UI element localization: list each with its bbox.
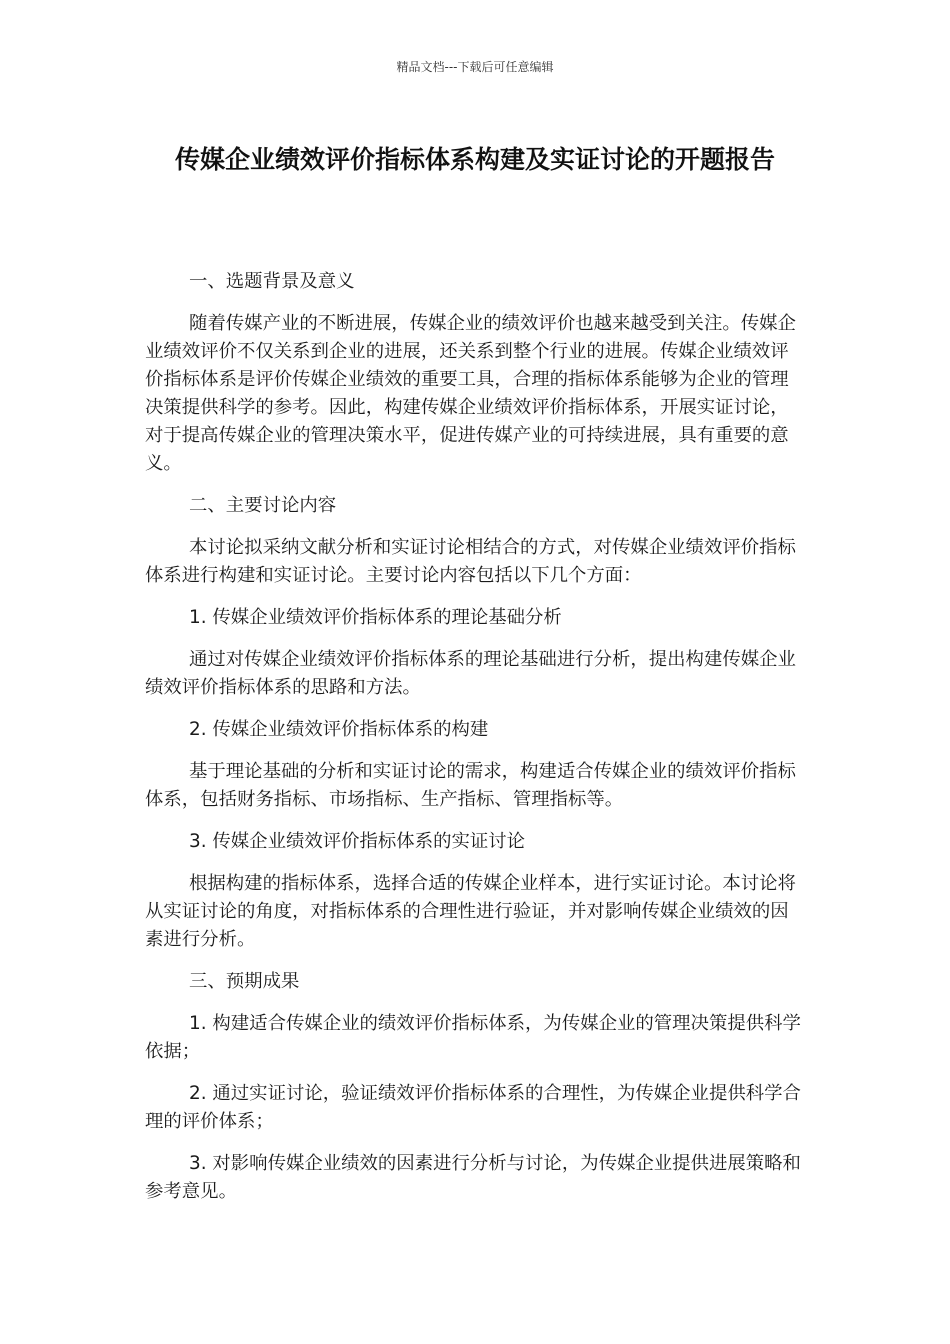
section-heading-main-content: 二、主要讨论内容 <box>189 495 337 516</box>
document-title: 传媒企业绩效评价指标体系构建及实证讨论的开题报告 <box>174 145 775 174</box>
section-heading-outcomes: 三、预期成果 <box>189 971 300 992</box>
paragraph-background: 随着传媒产业的不断进展，传媒企业的绩效评价也越来越受到关注。传媒企业绩效评价不仅关系到企业的进展，还关系到整个行业的进展。传媒企业绩效评价指标体系是评价传媒企业绩效的重要工具，合理的指标体系能够为企业的管理决策提供科学的参考。因此，构建传媒企业绩效评价指标体系，开展实证讨论，对于提高传媒企业的管理决策水平，促进传媒产业的可持续进展，具有重要的意义。 <box>145 313 796 474</box>
paragraph-theory: 通过对传媒企业绩效评价指标体系的理论基础进行分析，提出构建传媒企业绩效评价指标体系的思路和方法。 <box>145 649 796 698</box>
outcome-item-1: 1. 构建适合传媒企业的绩效评价指标体系，为传媒企业的管理决策提供科学依据； <box>145 1013 801 1062</box>
header-note: 精品文档---下载后可任意编辑 <box>396 60 554 74</box>
subheading-theory: 1. 传媒企业绩效评价指标体系的理论基础分析 <box>189 607 562 628</box>
subheading-empirical: 3. 传媒企业绩效评价指标体系的实证讨论 <box>189 831 526 852</box>
paragraph-method: 本讨论拟采纳文献分析和实证讨论相结合的方式，对传媒企业绩效评价指标体系进行构建和实证讨论。主要讨论内容包括以下几个方面： <box>145 537 796 586</box>
section-heading-background: 一、选题背景及意义 <box>189 271 355 292</box>
outcome-item-2: 2. 通过实证讨论，验证绩效评价指标体系的合理性，为传媒企业提供科学合理的评价体系； <box>145 1083 801 1132</box>
paragraph-empirical: 根据构建的指标体系，选择合适的传媒企业样本，进行实证讨论。本讨论将从实证讨论的角度，对指标体系的合理性进行验证，并对影响传媒企业绩效的因素进行分析。 <box>145 873 796 950</box>
paragraph-construction: 基于理论基础的分析和实证讨论的需求，构建适合传媒企业的绩效评价指标体系，包括财务指标、市场指标、生产指标、管理指标等。 <box>145 761 796 810</box>
outcome-item-3: 3. 对影响传媒企业绩效的因素进行分析与讨论，为传媒企业提供进展策略和参考意见。 <box>145 1153 801 1202</box>
subheading-construction: 2. 传媒企业绩效评价指标体系的构建 <box>189 719 489 740</box>
document-body <box>145 268 801 1220</box>
